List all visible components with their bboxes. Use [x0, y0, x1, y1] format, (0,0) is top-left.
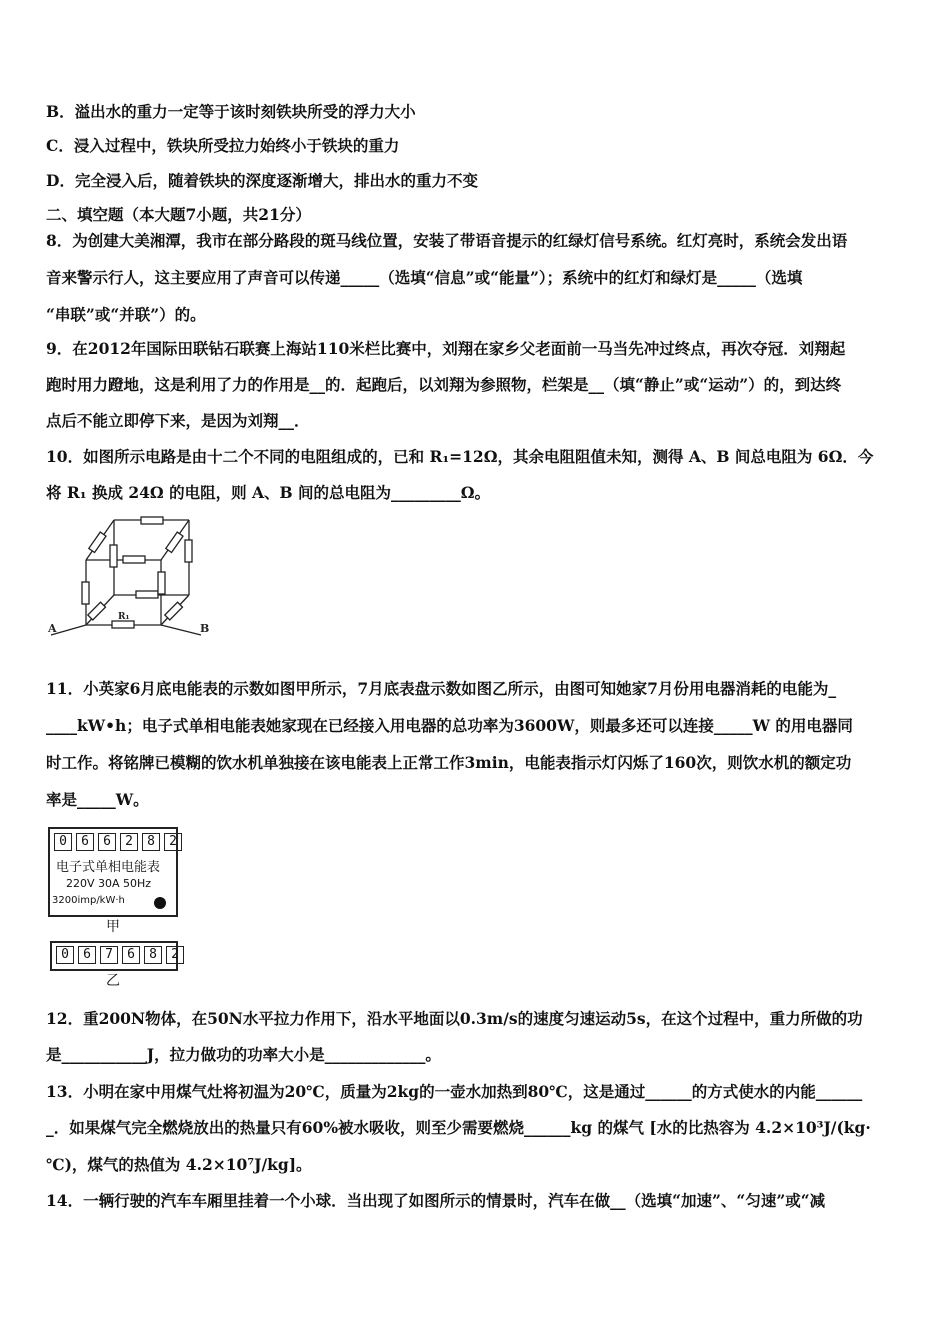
q13-line-2: _．如果煤气完全燃烧放出的热量只有60%被水吸收，则至少需要燃烧______kg 的煤气 [水的比热容为 4.2×10³J/(kg· — [46, 1118, 871, 1137]
meter-jia — [48, 827, 178, 917]
meter-digit: 6 — [98, 833, 116, 851]
meter-digit: 0 — [54, 833, 72, 851]
meter-digit: 2 — [166, 946, 184, 964]
q11-line-3: 时工作。将铭牌已模糊的饮水机单独接在该电能表上正常工作3min，电能表指示灯闪烁了160次，则饮水机的额定功 — [46, 753, 852, 772]
resistor — [82, 582, 89, 604]
q13-line-1: 13．小明在家中用煤气灶将初温为20℃，质量为2kg的一壶水加热到80℃，这是通过______的方式使水的内能______ — [46, 1082, 863, 1101]
q11-line-4: 率是_____W。 — [46, 790, 149, 809]
q8-line-3: “串联”或“并联”）的。 — [46, 305, 206, 324]
q11-line-2: ____kW•h；电子式单相电能表她家现在已经接入用电器的总功率为3600W，则最多还可以连接_____W 的用电器同 — [46, 716, 853, 735]
meter-digit: 0 — [56, 946, 74, 964]
resistor — [136, 591, 158, 598]
label-r1: R₁ — [118, 612, 130, 622]
q10-line-1: 10．如图所示电路是由十二个不同的电阻组成的，已和 R₁=12Ω，其余电阻阻值未知，测得 A、B 间总电阻为 6Ω．今 — [46, 447, 874, 466]
label-a: A — [48, 622, 57, 635]
resistor — [110, 545, 117, 567]
option-c: C．浸入过程中，铁块所受拉力始终小于铁块的重力 — [46, 136, 400, 155]
meter-digit: 8 — [142, 833, 160, 851]
meter-spec: 220V 30A 50Hz — [66, 877, 152, 890]
meter-digit: 6 — [76, 833, 94, 851]
option-b: B．溢出水的重力一定等于该时刻铁块所受的浮力大小 — [46, 102, 416, 121]
meter-yi — [50, 941, 178, 971]
label-b: B — [200, 622, 210, 635]
resistor — [89, 532, 106, 552]
lead-b-wire — [161, 625, 201, 635]
resistor — [158, 572, 165, 594]
q10-line-2: 将 R₁ 换成 24Ω 的电阻，则 A、B 间的总电阻为_________Ω。 — [46, 483, 491, 502]
meter-name: 电子式单相电能表 — [56, 860, 161, 875]
meter-digit: 2 — [120, 833, 138, 851]
meter-digit: 8 — [144, 946, 162, 964]
meter-imp: 3200imp/kW·h — [52, 895, 125, 906]
q11-line-1: 11．小英家6月底电能表的示数如图甲所示，7月底表盘示数如图乙所示，由图可知她家7月份用电器消耗的电能为_ — [46, 679, 837, 698]
meter-jia-caption: 甲 — [106, 919, 120, 935]
resistor — [141, 517, 163, 524]
meter-digit: 6 — [78, 946, 96, 964]
resistor — [166, 532, 183, 552]
resistor — [123, 556, 145, 563]
meter-digit: 6 — [122, 946, 140, 964]
resistor-r1 — [112, 621, 134, 628]
meter-digit: 7 — [100, 946, 118, 964]
meter-yi-digits — [56, 946, 184, 964]
q13-line-3: ℃)，煤气的热值为 4.2×10⁷J/kg]。 — [46, 1155, 312, 1174]
q8-line-2: 音来警示行人，这主要应用了声音可以传递_____（选填“信息”或“能量”）；系统中的红灯和绿灯是_____（选填 — [46, 268, 803, 287]
resistor-cube-diagram — [46, 510, 226, 645]
q9-line-2: 跑时用力蹬地，这是利用了力的作用是__的．起跑后，以刘翔为参照物，栏架是__（填“静止”或“运动”）的，到达终 — [46, 375, 842, 394]
q9-line-1: 9．在2012年国际田联钻石联赛上海站110米栏比赛中，刘翔在家乡父老面前一马当先冲过终点，再次夺冠．刘翔起 — [46, 339, 846, 358]
q12-line-1: 12．重200N物体，在50N水平拉力作用下，沿水平地面以0.3m/s的速度匀速运动5s，在这个过程中，重力所做的功 — [46, 1009, 863, 1028]
indicator-light-icon — [154, 897, 166, 909]
meter-jia-digits — [54, 833, 182, 851]
meter-yi-caption: 乙 — [106, 973, 120, 989]
resistor — [185, 540, 192, 562]
resistor — [165, 602, 183, 620]
q14-line-1: 14．一辆行驶的汽车车厢里挂着一个小球．当出现了如图所示的情景时，汽车在做__（选填“加速”、“匀速”或“减 — [46, 1191, 826, 1210]
option-d: D．完全浸入后，随着铁块的深度逐渐增大，排出水的重力不变 — [46, 171, 478, 190]
meter-digit: 2 — [164, 833, 182, 851]
q9-line-3: 点后不能立即停下来，是因为刘翔__． — [46, 411, 310, 430]
resistor — [88, 602, 106, 620]
q12-line-2: 是___________J，拉力做功的功率大小是_____________。 — [46, 1045, 441, 1064]
section-title: 二、填空题（本大题7小题，共21分） — [46, 205, 311, 224]
q8-line-1: 8．为创建大美湘潭，我市在部分路段的斑马线位置，安装了带语音提示的红绿灯信号系统。红灯亮时，系统会发出语 — [46, 231, 848, 250]
